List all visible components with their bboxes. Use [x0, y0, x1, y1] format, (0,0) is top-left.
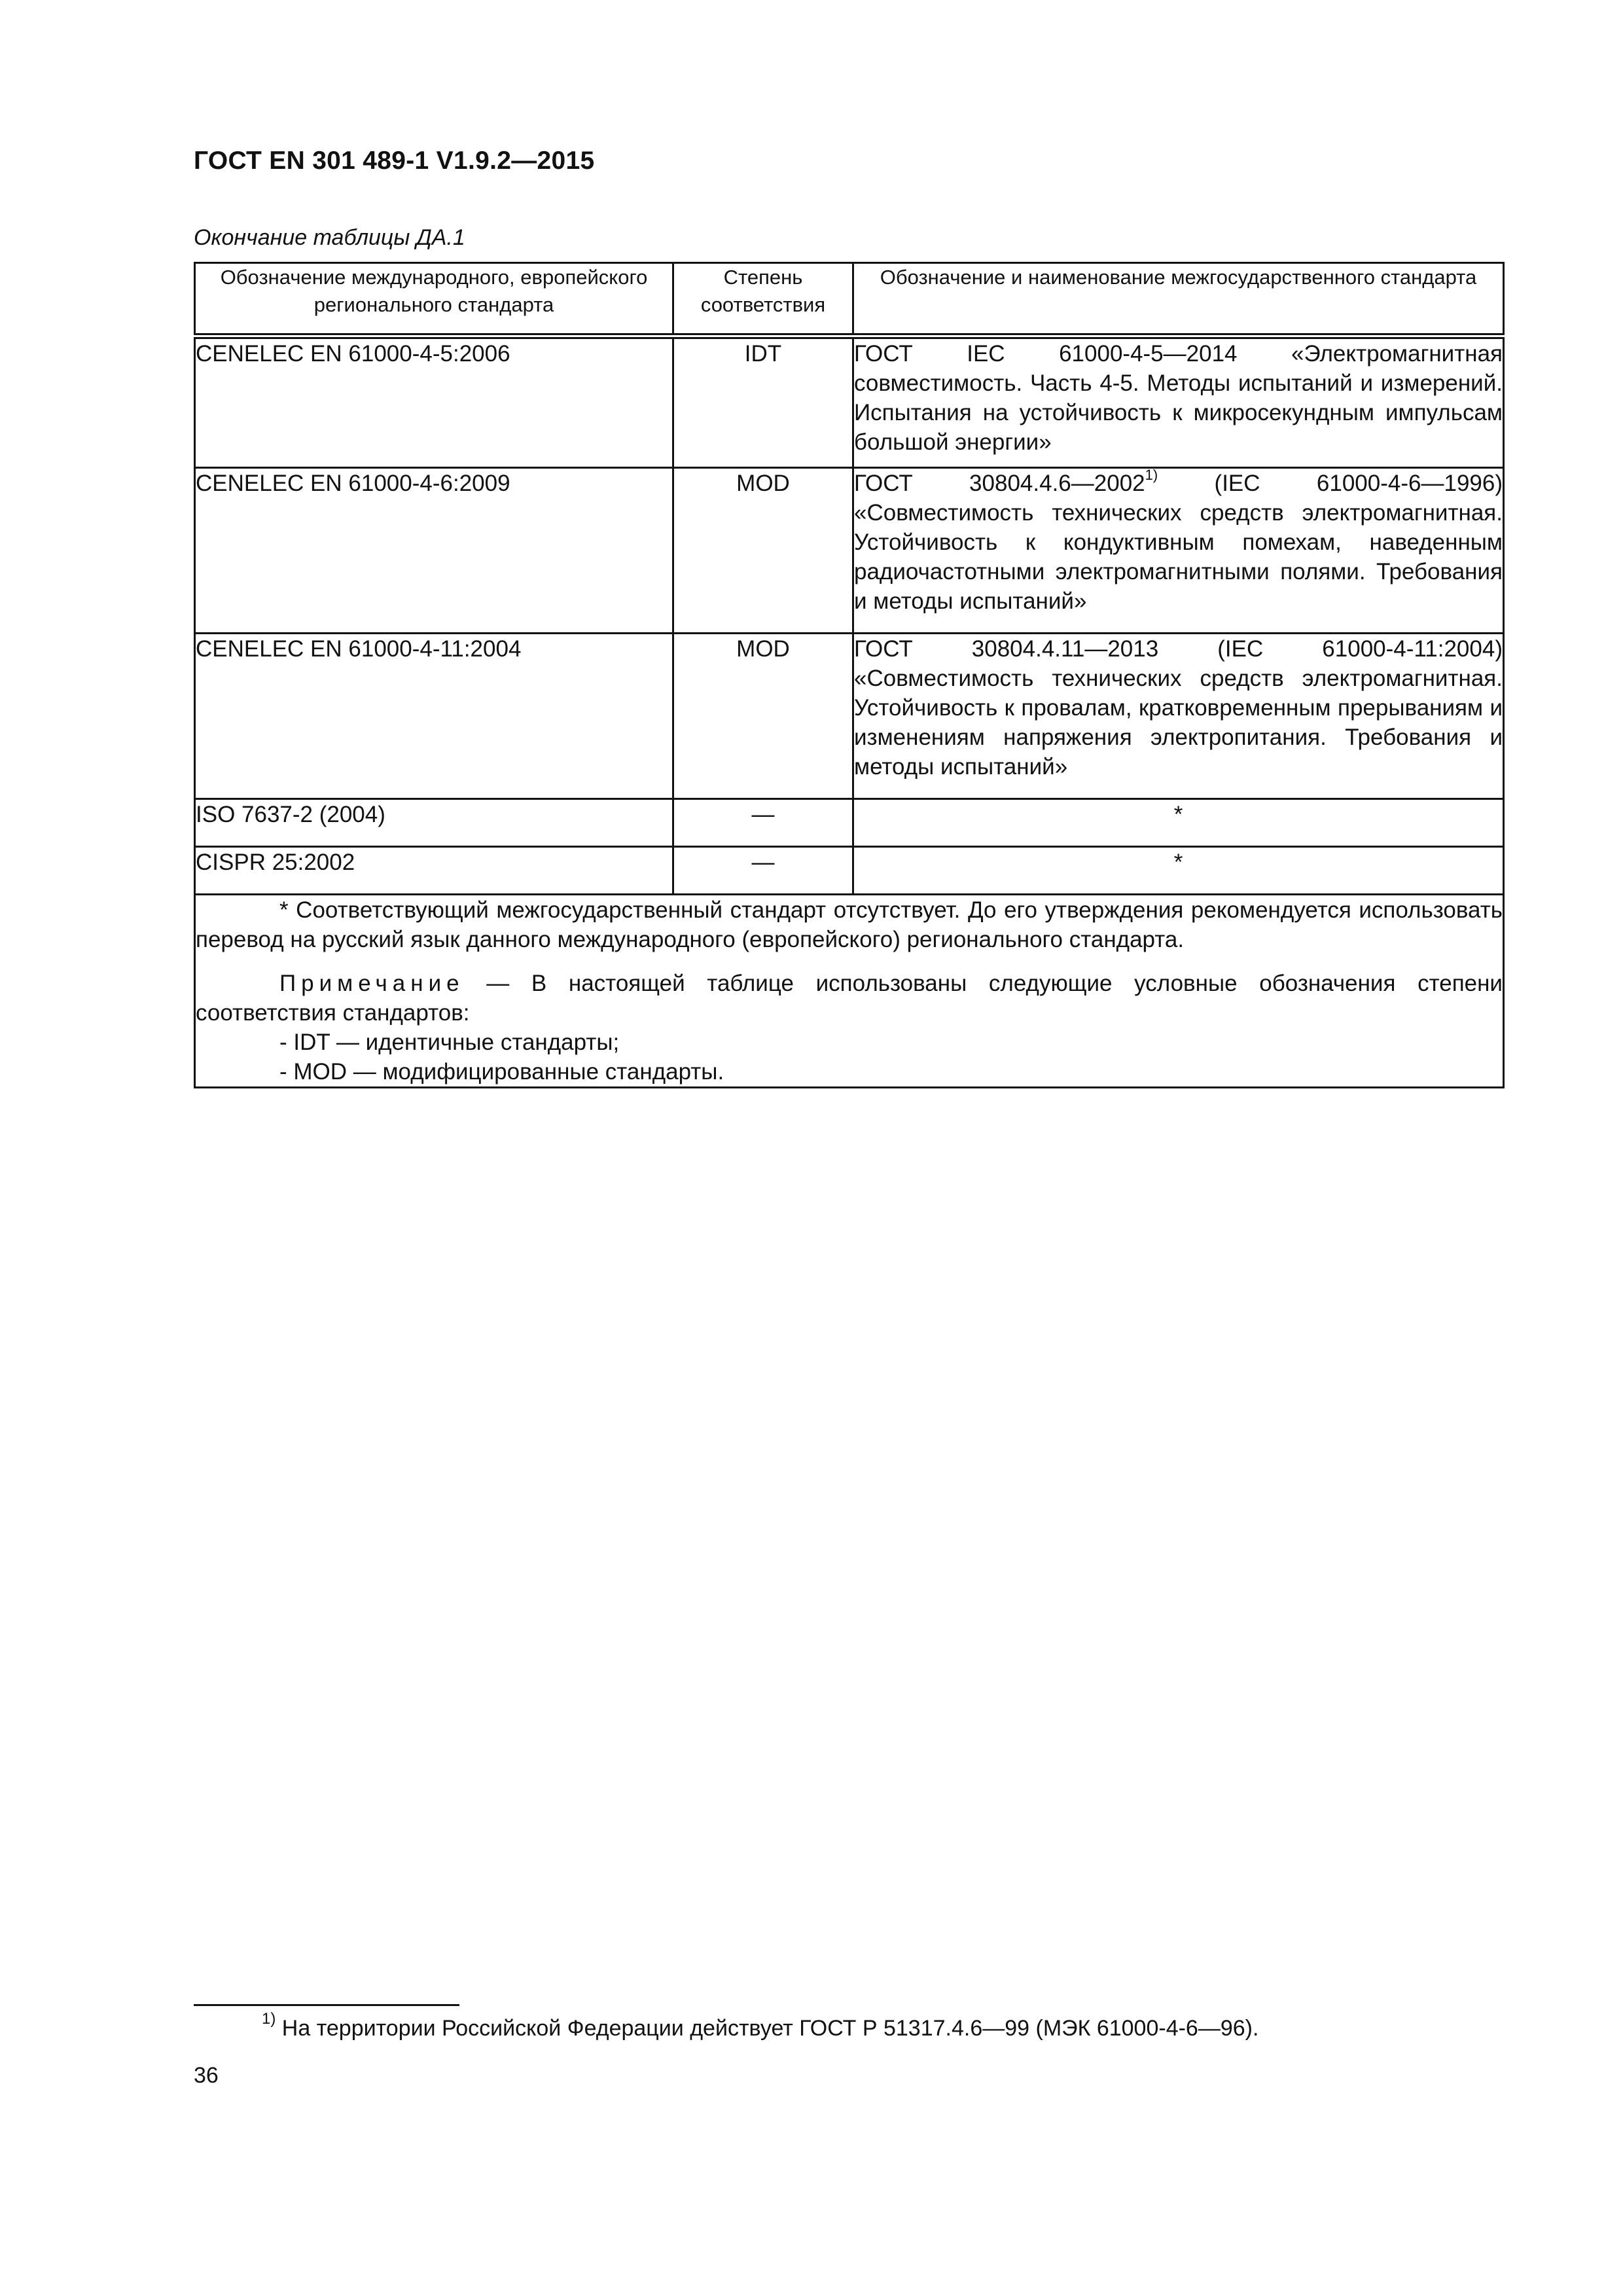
description-text: (IEC 61000-4-6—1996) «Совместимость технических средств электромагнитная. Устойчивость к кондуктивным помехам, наведенным радиочастотными электромагнитными полями. Требования и методы испытаний» [854, 471, 1503, 614]
degree-cell: — [673, 799, 853, 847]
standard-cell: CENELEC EN 61000-4-11:2004 [195, 634, 673, 799]
description-cell [853, 468, 1504, 634]
column-header-interstate-standard: Обозначение и наименование межгосударственного стандарта [853, 263, 1504, 336]
table-notes [195, 895, 1504, 1088]
description-cell: ГОСТ 30804.4.11—2013 (IEC 61000-4-11:2004) «Совместимость технических средств электромагнитная. Устойчивость к провалам, кратковременным прерываниям и изменениям напряжения электропитания. Требования и методы испытаний» [853, 634, 1504, 799]
page-number: 36 [194, 2063, 219, 2088]
degree-cell: — [673, 847, 853, 895]
list-item: - IDT — идентичные стандарты; [279, 1030, 620, 1055]
list-item: - MOD — модифицированные стандарты. [279, 1059, 724, 1085]
table-row [195, 468, 1504, 634]
note-text: — В настоящей таблице использованы следующие условные обозначения степени соответствия стандартов: [196, 971, 1503, 1026]
table-row [195, 799, 1504, 847]
table-row [195, 634, 1504, 799]
table-row [195, 336, 1504, 468]
degree-cell: MOD [673, 468, 853, 634]
description-cell: * [853, 799, 1504, 847]
footnote [262, 2009, 1259, 2041]
description-text: ГОСТ 30804.4.6—2002 [854, 471, 1145, 496]
table-notes-row [195, 895, 1504, 1088]
standards-table [194, 262, 1505, 1088]
footnote-reference: 1) [1145, 467, 1158, 484]
footnote-divider [194, 2004, 459, 2006]
standard-cell: CISPR 25:2002 [195, 847, 673, 895]
table-header-row [195, 263, 1504, 336]
note-paragraph [196, 969, 1503, 1028]
note-list [196, 1028, 1503, 1086]
standard-cell: ISO 7637-2 (2004) [195, 799, 673, 847]
column-header-degree: Степень соответствия [673, 263, 853, 336]
asterisk-note: * Соответствующий межгосударственный стандарт отсутствует. До его утверждения рекомендуется использовать перевод на русский язык данного международного (европейского) регионального стандарта. [196, 897, 1503, 952]
footnote-mark: 1) [262, 2009, 276, 2028]
column-header-international-standard: Обозначение международного, европейского регионального стандарта [195, 263, 673, 336]
document-code: ГОСТ EN 301 489-1 V1.9.2—2015 [194, 147, 595, 175]
table-row [195, 847, 1504, 895]
table-caption: Окончание таблицы ДА.1 [194, 225, 465, 250]
degree-cell: IDT [673, 336, 853, 468]
description-cell: * [853, 847, 1504, 895]
degree-cell: MOD [673, 634, 853, 799]
footnote-text: На территории Российской Федерации действует ГОСТ Р 51317.4.6—99 (МЭК 61000-4-6—96). [276, 2016, 1259, 2041]
standard-cell: CENELEC EN 61000-4-6:2009 [195, 468, 673, 634]
standard-cell: CENELEC EN 61000-4-5:2006 [195, 336, 673, 468]
description-cell: ГОСТ IEC 61000-4-5—2014 «Электромагнитная совместимость. Часть 4-5. Методы испытаний и измерений. Испытания на устойчивость к микросекундным импульсам большой энергии» [853, 336, 1504, 468]
note-label: Примечание [279, 971, 465, 996]
